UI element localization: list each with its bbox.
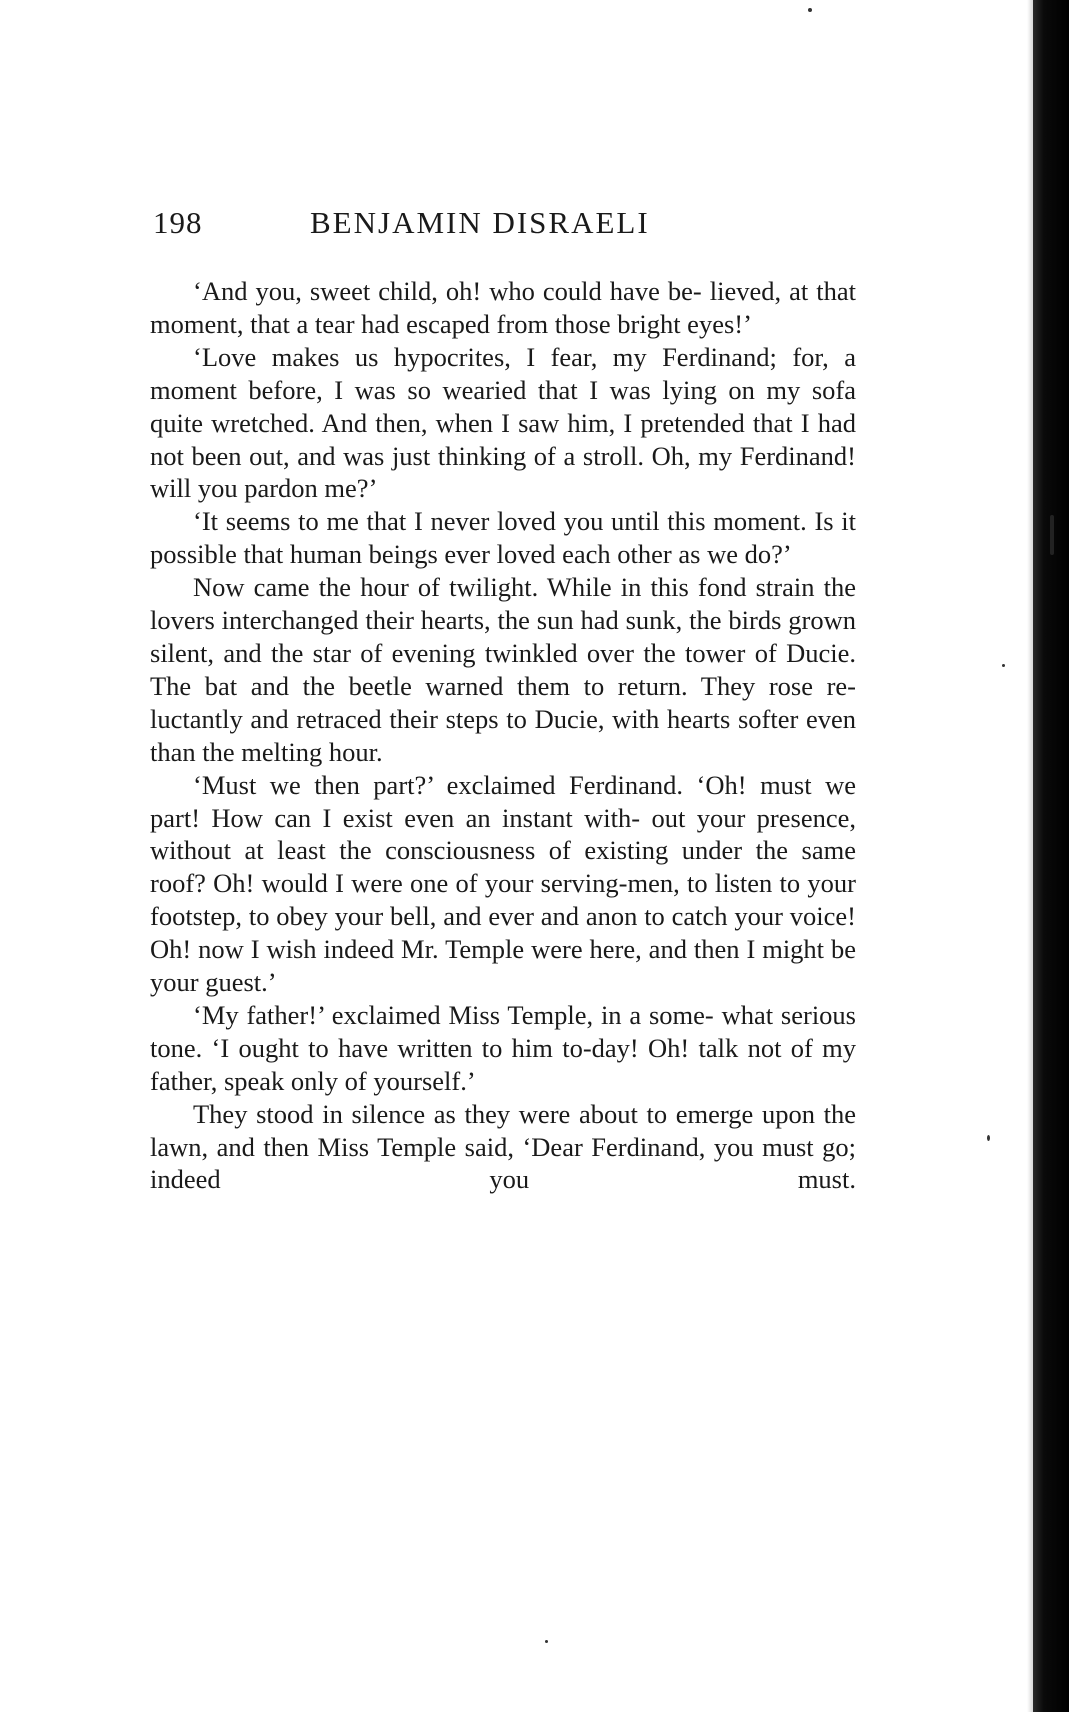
scan-speck (1002, 664, 1005, 667)
scan-speck (987, 1135, 990, 1141)
running-title: BENJAMIN DISRAELI (310, 205, 650, 240)
paragraph-5: ‘Must we then part?’ exclaimed Ferdinand. ‘Oh! must we part! How can I exist even an instant with- out your presence, without at least the consciousness of existing under the same roof? Oh! would I were one of your serving-men, to listen to your footstep, to obey your bell, and ever and anon to catch your voice! Oh! now I wish indeed Mr. Temple were here, and then I might be your guest.’ (150, 769, 856, 998)
paragraph-6: ‘My father!’ exclaimed Miss Temple, in a some- what serious tone. ‘I ought to have written to him to-day! Oh! talk not of my father, speak only of yourself.’ (150, 999, 856, 1096)
page-number: 198 (153, 205, 203, 240)
paragraph-7: They stood in silence as they were about to emerge upon the lawn, and then Miss Temple said, ‘Dear Ferdinand, you must go; indeed you must. (150, 1098, 856, 1195)
paragraph-3: ‘It seems to me that I never loved you until this moment. Is it possible that human beings ever loved each other as we do?’ (150, 506, 856, 570)
scan-speck (808, 8, 812, 12)
paragraph-1: ‘And you, sweet child, oh! who could have be- lieved, at that moment, that a tear had escaped from those bright eyes!’ (150, 276, 856, 339)
scan-speck (545, 1640, 548, 1643)
page-edge (1033, 0, 1069, 1712)
paragraph-4: Now came the hour of twilight. While in this fond strain the lovers interchanged their hearts, the sun had sunk, the birds grown silent, and the star of evening twinkled over the tower of Ducie. The bat and the beetle warned them to return. They rose re- luctantly and retraced their steps to Ducie, with hearts softer even than the melting hour. (150, 572, 856, 767)
paragraph-2: ‘Love makes us hypocrites, I fear, my Ferdinand; for, a moment before, I was so wearied that I was lying on my sofa quite wretched. And then, when I saw him, I pretended that I had not been out, and was just thinking of a stroll. Oh, my Ferdinand! will you pardon me?’ (150, 341, 856, 504)
scan-speck (1050, 515, 1054, 555)
body-text (150, 275, 856, 1196)
page-header (153, 205, 853, 245)
